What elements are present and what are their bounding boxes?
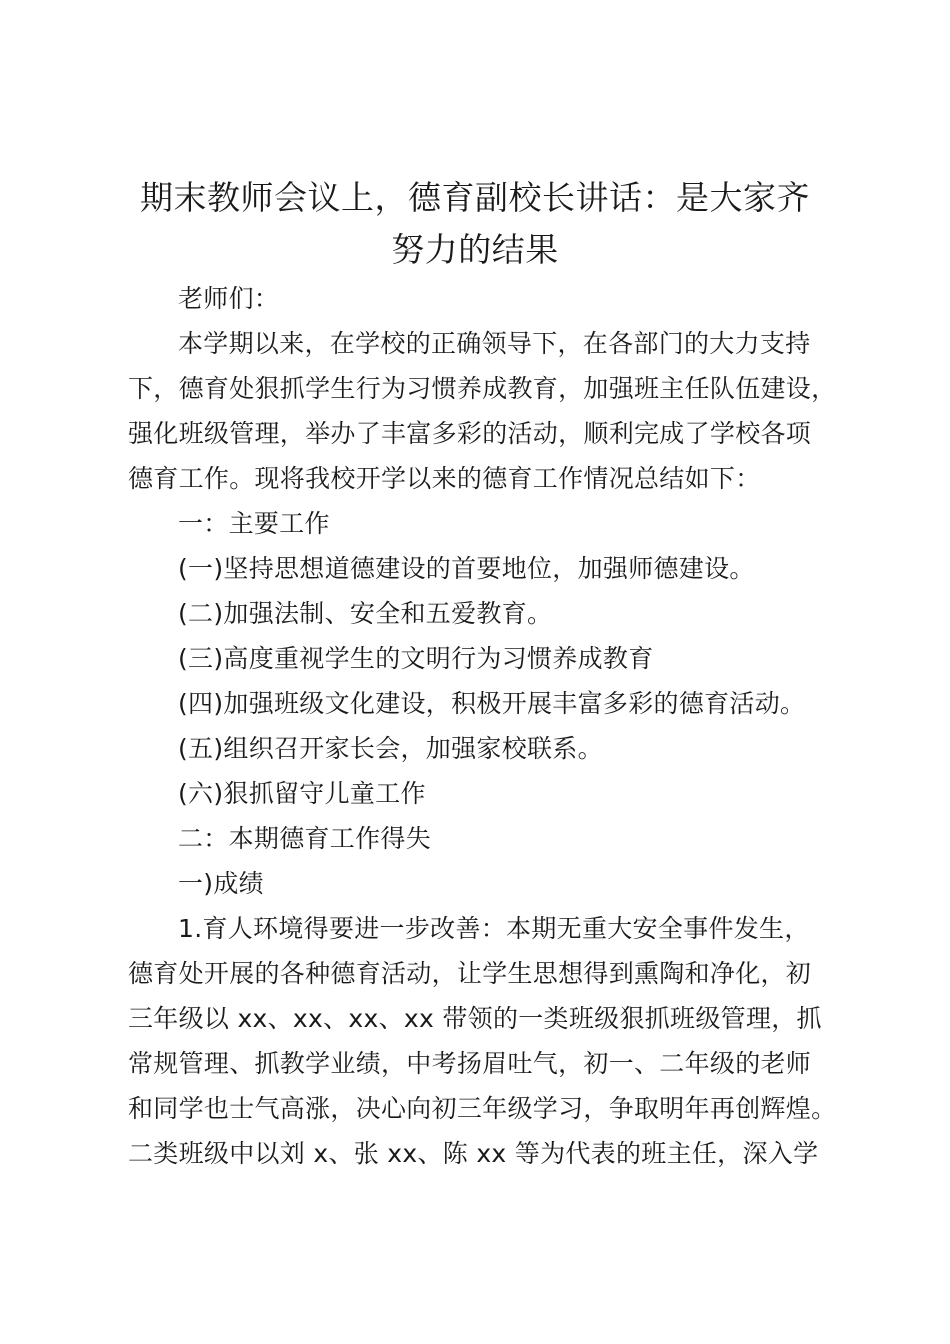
para-line-4: 常规管理、抓教学业绩，中考扬眉吐气，初一、二年级的老师 — [128, 1049, 812, 1078]
intro-paragraph — [128, 321, 837, 501]
intro-line-2: 下，德育处狠抓学生行为习惯养成教育，加强班主任队伍建设， — [128, 374, 837, 403]
para-line-2: 德育处开展的各种德育活动，让学生思想得到熏陶和净化，初 — [128, 959, 812, 988]
list-item: (三)高度重视学生的文明行为习惯养成教育 — [178, 644, 654, 673]
intro-line-3: 强化班级管理，举办了丰富多彩的活动，顺利完成了学校各项 — [128, 419, 812, 448]
document-title — [118, 172, 832, 276]
section-heading-gains-losses: 二：本期德育工作得失 — [178, 824, 432, 853]
list-item: (二)加强法制、安全和五爱教育。 — [178, 599, 553, 628]
intro-line-4: 德育工作。现将我校开学以来的德育工作情况总结如下： — [128, 464, 761, 493]
list-item: (六)狠抓留守儿童工作 — [178, 779, 426, 808]
salutation: 老师们： — [178, 284, 280, 313]
achievement-paragraph — [128, 906, 837, 1176]
para-line-3: 三年级以 xx、xx、xx、xx 带领的一类班级狠抓班级管理，抓 — [128, 1004, 822, 1033]
title-line-2: 努力的结果 — [391, 230, 559, 269]
list-item: (四)加强班级文化建设，积极开展丰富多彩的德育活动。 — [178, 689, 806, 718]
title-line-1: 期末教师会议上，德育副校长讲话：是大家齐 — [140, 178, 810, 217]
intro-line-1: 本学期以来，在学校的正确领导下，在各部门的大力支持 — [178, 329, 811, 358]
para-line-1: 1.育人环境得要进一步改善：本期无重大安全事件发生， — [178, 914, 810, 943]
section-heading-main-work: 一：主要工作 — [178, 509, 330, 538]
para-line-6: 二类班级中以刘 x、张 xx、陈 xx 等为代表的班主任，深入学 — [128, 1139, 819, 1168]
list-item: (一)坚持思想道德建设的首要地位，加强师德建设。 — [178, 554, 755, 583]
para-line-5: 和同学也士气高涨，决心向初三年级学习，争取明年再创辉煌。 — [128, 1094, 837, 1123]
subsection-heading-achievements: 一)成绩 — [178, 869, 264, 898]
list-item: (五)组织召开家长会，加强家校联系。 — [178, 734, 603, 763]
document-body — [128, 276, 837, 1176]
